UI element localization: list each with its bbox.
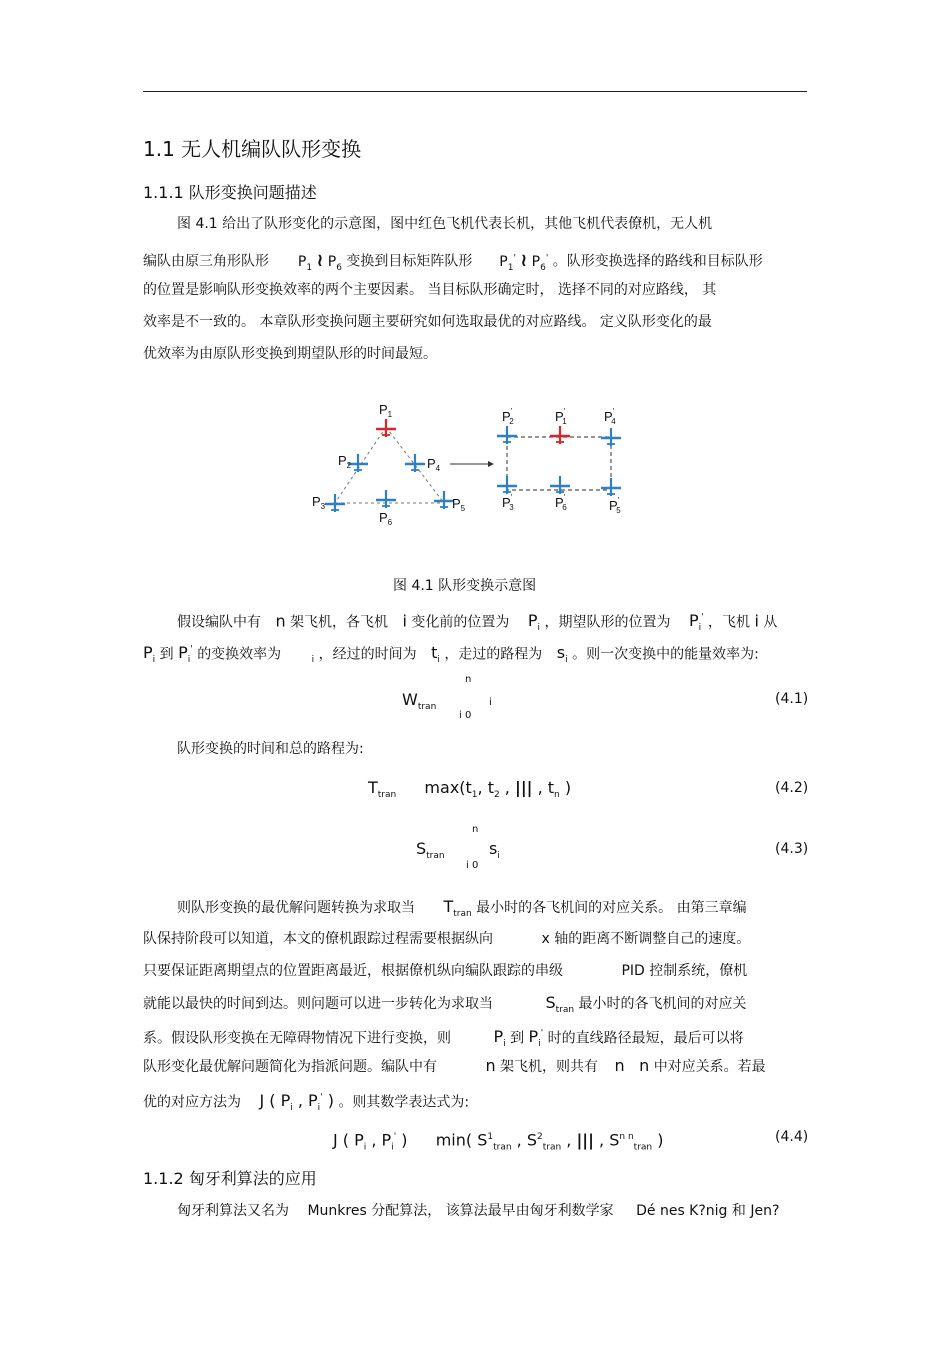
var-i: i — [402, 611, 407, 631]
eq2-max: max(t — [424, 778, 472, 797]
para3-line6 — [143, 1056, 766, 1077]
eq4-min: min( S — [435, 1130, 488, 1150]
para2-text: 。则一次变换中的能量效率为: — [572, 646, 759, 663]
para3-text: 就能以最快的时间到达。则问题可以进一步转化为求取当 — [143, 996, 493, 1012]
label-right-p1: P' 1 — [555, 407, 567, 426]
var-n: n — [614, 1056, 625, 1075]
eq1-w: W — [402, 690, 418, 709]
para2-line1 — [177, 608, 777, 639]
var-pi-prime: $P_i'$ — [528, 1027, 544, 1050]
para3-line1 — [177, 897, 747, 924]
para2-text: 架飞机，各飞机 — [290, 614, 389, 631]
label-right-p3: P' 3 — [502, 493, 514, 512]
eq3-lower: i 0 — [466, 860, 479, 871]
eq3-term-s: s — [489, 839, 498, 858]
label-right-p5: P' 5 — [609, 496, 621, 515]
plane-left-p1 — [376, 419, 396, 437]
figure-caption: 图 4.1 队形变换示意图 — [393, 578, 537, 594]
para4-text: 和 — [731, 1203, 746, 1219]
eq1-term-sub: i — [489, 697, 492, 708]
label-left-p6: $P_6$ — [379, 510, 393, 527]
para2-text: ，飞机 — [708, 614, 751, 631]
subsection-title-1: 1.1.1 队形变换问题描述 — [143, 183, 317, 202]
para3-text: 则队形变换的最优解问题转换为求取当 — [177, 900, 415, 916]
para3-text: 到 — [510, 1030, 525, 1047]
para3-line4 — [143, 993, 747, 1020]
var-n: n — [275, 611, 286, 631]
var-pi: $P_i$ — [143, 643, 156, 666]
var-j: J ( $P_i$ , $P_i'$ ) — [259, 1091, 334, 1114]
var-pi: $P_i$ — [527, 611, 541, 634]
eq3-s: S — [416, 839, 427, 858]
para2-text: ，期望队形的位置为 — [544, 614, 671, 631]
eq1-upper: n — [465, 674, 472, 685]
term-munkres: Munkres — [307, 1203, 367, 1219]
para3-text: 队保持阶段可以知道，本文的僚机跟踪过程需要根据纵向 — [143, 931, 493, 947]
eq2: $T_{tran}$ $\max(t_1$, $t_2$ , ||| , $t_n$ ) — [368, 778, 572, 801]
para3-text: 最小时的各飞机间的对应关系。 由第三章编 — [476, 900, 747, 916]
para1-line2-c: 。队形变换选择的路线和目标队形 — [552, 253, 763, 270]
eq1-w-sub: tran — [417, 702, 437, 713]
para1-line2-a: 编队由原三角形队形 — [143, 253, 269, 270]
var-pi: $P_i$ — [493, 1027, 506, 1050]
para1-line2 — [143, 248, 763, 277]
para2-text: ，走过的路程为 — [444, 646, 543, 663]
eq3-lhs — [416, 839, 445, 866]
para3-text: 最小时的各飞机间的对应关 — [578, 996, 747, 1012]
eq1-number: (4.1) — [775, 691, 809, 707]
eq1-lhs — [402, 690, 436, 717]
para4-text: 匈牙利算法又名为 — [177, 1203, 289, 1219]
label-left-p5: $P_5$ — [452, 496, 466, 513]
formation-diagram — [300, 395, 650, 535]
para3-text: 轴的距离不断调整自己的速度。 — [554, 931, 751, 947]
var-pi-prime: $P_i'$ — [688, 611, 704, 634]
label-left-p1: $P_1$ — [379, 402, 393, 419]
para2-text: 的变换效率为 — [197, 646, 282, 663]
var-x: x — [541, 931, 550, 947]
label-left-p4: $P_4$ — [427, 456, 441, 473]
para3-line2 — [143, 929, 750, 949]
plane-right-p4 — [601, 428, 621, 446]
var-ti: $t_i$ — [431, 643, 440, 666]
formula-p1-p6: $P_1$ ≀ $P_6$ — [297, 249, 342, 273]
header-rule — [143, 91, 807, 92]
para1-line4: 效率是不一致的。 本章队形变换问题主要研究如何选取最优的对应路线。 定义队形变化的最 — [143, 314, 712, 330]
para1-line5: 优效率为由原队形变换到期望队形的时间最短。 — [143, 346, 437, 362]
para1-line3: 的位置是影响队形变换效率的两个主要因素。 当目标队形确定时， 选择不同的对应路线， 其 — [143, 282, 717, 298]
para3-line3 — [143, 961, 747, 981]
label-left-p2: $P_2$ — [338, 453, 352, 470]
text-mid: 队形变换的时间和总的路程为: — [177, 741, 364, 757]
label-left-p3: $P_3$ — [312, 494, 326, 511]
para1-line1: 图 4.1 给出了队形变化的示意图，图中红色飞机代表长机，其他飞机代表僚机，无人机 — [177, 216, 713, 232]
para3-text: 时的直线路径最短，最后可以将 — [547, 1030, 744, 1047]
plane-left-p3 — [325, 494, 345, 512]
name-konig: Dé nes K?nig — [636, 1203, 728, 1219]
para1-line2-b: 变换到目标矩阵队形 — [346, 253, 473, 270]
eq3-term: $s_i$ — [489, 839, 500, 862]
para2-text: 假设编队中有 — [177, 614, 261, 631]
eq3-number: (4.3) — [775, 841, 809, 857]
eq3-s-sub: tran — [426, 851, 445, 862]
para3-text: 系。假设队形变换在无障碍物情况下进行变换，则 — [143, 1030, 451, 1047]
para3-line5 — [143, 1024, 744, 1055]
plane-right-p3 — [497, 476, 517, 494]
plane-left-p4 — [405, 454, 425, 472]
plane-right-p1 — [550, 426, 570, 444]
eq3-upper: n — [472, 824, 479, 835]
plane-left-p6 — [376, 490, 396, 508]
eq4-j: J ( P — [333, 1130, 364, 1150]
var-pid: PID — [621, 963, 645, 979]
plane-left-p5 — [434, 491, 454, 509]
eq4-number: (4.4) — [775, 1129, 809, 1145]
var-i: i — [754, 611, 759, 631]
para2-text: 从 — [763, 614, 778, 631]
var-ttran: $T_{tran}$ — [443, 897, 472, 920]
para2-text: ，经过的时间为 — [318, 646, 417, 663]
section-title: 1.1 无人机编队队形变换 — [143, 137, 362, 161]
name-jeno: Jen? — [750, 1203, 780, 1219]
plane-right-p6 — [550, 476, 570, 494]
para2-text: 到 — [159, 646, 174, 663]
para3-text: 只要保证距离期望点的位置距离最近，根据僚机纵向编队跟踪的串级 — [143, 963, 563, 979]
label-right-p4: P' 4 — [604, 407, 616, 426]
eq2-number: (4.2) — [775, 780, 809, 796]
eq4: J ( $P_i$ , $P_i'$ ) min( $S^1_{tran}$ , $S^2_{tran}$ , ||| , $S^{n n}_{tran}$ ) — [333, 1130, 664, 1153]
var-n: n — [485, 1056, 496, 1075]
plane-right-p5 — [601, 478, 621, 496]
var-eta-i: i — [311, 655, 315, 666]
para4-text: 分配算法， 该算法最早由匈牙利数学家 — [371, 1203, 614, 1219]
formation-figure — [300, 395, 650, 535]
eq1-lower: i 0 — [459, 710, 472, 721]
para4-line1 — [177, 1201, 779, 1221]
label-right-p6: P' 6 — [555, 493, 567, 512]
para2-line2 — [143, 640, 759, 671]
para3-text: 控制系统，僚机 — [649, 963, 748, 979]
var-stran: $S_{tran}$ — [545, 993, 575, 1016]
plane-right-p2 — [497, 426, 517, 444]
var-n: n — [639, 1056, 650, 1075]
para3-text: 优的对应方法为 — [143, 1094, 241, 1111]
eq2-t: T — [368, 778, 378, 797]
subsection-title-2: 1.1.2 匈牙利算法的应用 — [143, 1169, 317, 1188]
para3-text: 架飞机，则共有 — [500, 1059, 599, 1075]
eq2-t-sub: tran — [377, 790, 397, 801]
para3-text: 。则其数学表达式为: — [338, 1094, 470, 1111]
var-si: $s_i$ — [556, 643, 568, 666]
formula-p1p-p6p: $P_1'$ ≀ $P_6'$ — [499, 249, 549, 273]
var-pi-prime: $P_i'$ — [178, 643, 193, 666]
label-right-p2: P' 2 — [502, 407, 514, 426]
para3-line7 — [143, 1088, 469, 1119]
arrow-icon — [450, 461, 494, 467]
para2-text: 变化前的位置为 — [411, 614, 510, 631]
para3-text: 队形变化最优解问题简化为指派问题。编队中有 — [143, 1059, 437, 1075]
para3-text: 中对应关系。若最 — [653, 1059, 766, 1075]
